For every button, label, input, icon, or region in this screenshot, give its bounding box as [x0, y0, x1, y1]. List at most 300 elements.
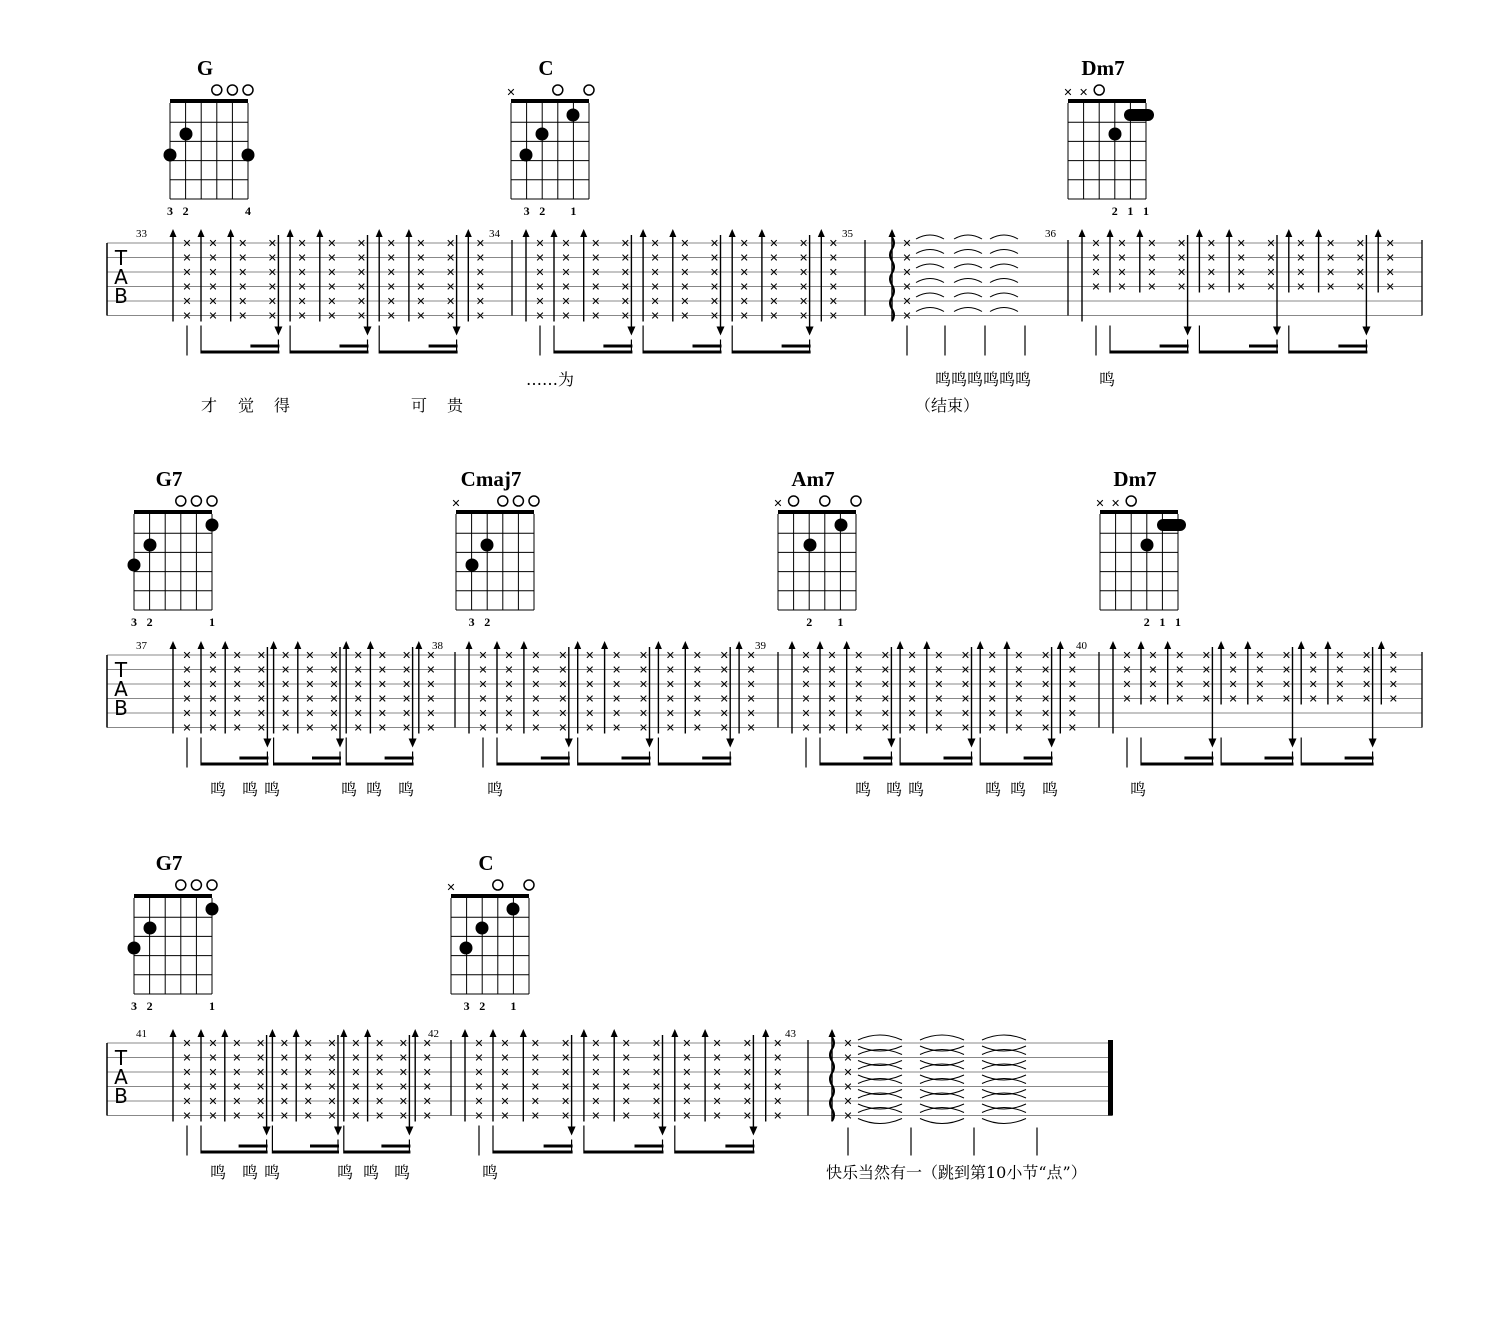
muted-strum-x: ✕	[742, 1095, 753, 1108]
lyric-text: 鸣	[486, 780, 504, 799]
muted-strum-x: ✕	[558, 692, 568, 706]
downstroke-arrow	[263, 1127, 271, 1136]
muted-strum-x: ✕	[769, 237, 779, 250]
muted-strum-x: ✕	[854, 692, 864, 706]
muted-strum-x: ✕	[1325, 237, 1336, 250]
muted-strum-x: ✕	[1175, 692, 1185, 706]
muted-strum-x: ✕	[1206, 251, 1217, 265]
muted-strum-x: ✕	[475, 295, 485, 308]
finger-number: 1	[1143, 204, 1149, 218]
muted-strum-x: ✕	[255, 1109, 266, 1123]
muted-strum-x: ✕	[1236, 237, 1246, 250]
finger-dot	[144, 922, 157, 935]
muted-strum-x: ✕	[1091, 251, 1101, 265]
lyric-text: 鸣	[397, 780, 415, 799]
measure-number: 33	[136, 228, 147, 240]
muted-strum-x: ✕	[305, 678, 315, 691]
muted-strum-x: ✕	[1067, 692, 1077, 706]
muted-strum-x: ✕	[1385, 280, 1395, 294]
muted-strum-x: ✕	[712, 1095, 722, 1108]
upstroke-arrow	[462, 1029, 469, 1037]
muted-strum-x: ✕	[279, 1066, 290, 1079]
muted-strum-x: ✕	[709, 309, 720, 323]
muted-strum-x: ✕	[478, 721, 488, 735]
upstroke-arrow	[198, 641, 205, 649]
measure-number: 39	[755, 640, 766, 652]
upstroke-arrow	[655, 641, 662, 649]
tie-arc	[954, 293, 982, 297]
muted-strum-x: ✕	[445, 280, 456, 294]
upstroke-arrow	[829, 1029, 836, 1037]
muted-strum-x: ✕	[843, 1080, 853, 1094]
upstroke-arrow	[762, 1029, 769, 1037]
muted-strum-x: ✕	[719, 649, 729, 662]
finger-number: 3	[131, 615, 137, 629]
muted-strum-x: ✕	[238, 266, 248, 279]
muted-strum-x: ✕	[256, 707, 267, 720]
muted-strum-x: ✕	[621, 1080, 631, 1094]
beam	[1024, 757, 1053, 760]
muted-strum-x: ✕	[1067, 678, 1077, 691]
muted-strum-x: ✕	[1040, 707, 1051, 720]
muted-strum-x: ✕	[1335, 663, 1345, 677]
muted-strum-x: ✕	[500, 1051, 510, 1065]
muted-strum-x: ✕	[709, 295, 720, 308]
finger-number: 1	[1175, 615, 1181, 629]
muted-strum-x: ✕	[843, 1037, 853, 1050]
muted-strum-x: ✕	[620, 266, 631, 279]
muted-strum-x: ✕	[1014, 692, 1024, 706]
muted-strum-x: ✕	[680, 251, 690, 265]
upstroke-arrow	[494, 641, 501, 649]
tie-arc	[920, 1093, 964, 1098]
finger-dot	[206, 903, 219, 916]
lyric-text: 鸣	[362, 1163, 380, 1182]
chord-name: G	[196, 56, 214, 80]
muted-strum-x: ✕	[426, 678, 436, 691]
beam	[643, 351, 721, 354]
muted-strum-x: ✕	[1281, 663, 1292, 677]
muted-strum-x: ✕	[238, 251, 248, 265]
muted-strum-x: ✕	[351, 1066, 361, 1079]
muted-strum-x: ✕	[327, 1095, 337, 1108]
muted-strum-x: ✕	[960, 678, 971, 691]
tie-arc	[916, 264, 944, 268]
upstroke-arrow	[977, 641, 984, 649]
tie-arc	[954, 279, 982, 283]
upstroke-arrow	[1164, 641, 1171, 649]
upstroke-arrow	[293, 1029, 300, 1037]
muted-strum-x: ✕	[769, 295, 779, 308]
muted-strum-x: ✕	[182, 1051, 192, 1065]
muted-strum-x: ✕	[692, 649, 702, 662]
beam	[658, 763, 731, 766]
upstroke-arrow	[198, 229, 205, 237]
muted-strum-x: ✕	[353, 707, 363, 720]
open-string-mark	[498, 496, 508, 506]
tie-arc	[858, 1119, 902, 1124]
muted-strum-x: ✕	[232, 692, 242, 706]
muted-strum-x: ✕	[305, 707, 315, 720]
muted-strum-x: ✕	[902, 309, 912, 323]
tab-clef-letter: A	[114, 677, 128, 701]
beam	[239, 1145, 268, 1148]
muted-strum-x: ✕	[560, 1080, 571, 1094]
muted-strum-x: ✕	[742, 1051, 753, 1065]
muted-strum-x: ✕	[329, 721, 339, 735]
open-string-mark	[1126, 496, 1136, 506]
muted-strum-x: ✕	[680, 266, 690, 279]
muted-strum-x: ✕	[1147, 266, 1157, 279]
upstroke-arrow	[843, 641, 850, 649]
muted-strum-x: ✕	[1355, 251, 1366, 265]
beam	[782, 345, 811, 348]
downstroke-arrow	[336, 739, 344, 748]
downstroke-arrow	[565, 739, 573, 748]
downstroke-arrow	[887, 739, 895, 748]
muted-strum-x: ✕	[828, 237, 838, 250]
upstroke-arrow	[490, 1029, 497, 1037]
muted-strum-x: ✕	[279, 1051, 290, 1065]
muted-strum-x: ✕	[638, 649, 649, 662]
upstroke-arrow	[574, 641, 581, 649]
muted-strum-x: ✕	[500, 1080, 510, 1094]
tie-arc	[916, 308, 944, 312]
upstroke-arrow	[227, 229, 234, 237]
muted-strum-x: ✕	[591, 309, 601, 323]
muted-strum-x: ✕	[398, 1095, 409, 1108]
muted-strum-x: ✕	[585, 649, 595, 662]
muted-strum-x: ✕	[585, 721, 595, 735]
muted-strum-x: ✕	[531, 663, 541, 677]
upstroke-arrow	[580, 229, 587, 237]
muted-strum-x: ✕	[530, 1080, 540, 1094]
muted-strum-x: ✕	[692, 721, 702, 735]
beam	[544, 1145, 573, 1148]
finger-number: 1	[837, 615, 844, 629]
finger-number: 2	[484, 615, 491, 629]
muted-strum-x: ✕	[530, 1109, 540, 1123]
muted-strum-x: ✕	[987, 663, 997, 677]
tab-clef-letter: T	[114, 1046, 128, 1070]
muted-strum-x: ✕	[843, 1066, 853, 1079]
muted-strum-x: ✕	[798, 295, 809, 308]
beam	[1160, 345, 1189, 348]
muted-strum-x: ✕	[353, 692, 363, 706]
muted-strum-x: ✕	[474, 1095, 484, 1108]
muted-strum-x: ✕	[351, 1095, 361, 1108]
muted-strum-x: ✕	[902, 251, 912, 265]
open-string-mark	[1094, 85, 1104, 95]
tie-arc	[916, 250, 944, 254]
chord-diagram	[773, 467, 861, 629]
muted-strum-x: ✕	[682, 1080, 692, 1094]
muted-strum-x: ✕	[746, 721, 756, 735]
downstroke-arrow	[1048, 739, 1056, 748]
muted-strum-x: ✕	[504, 649, 514, 662]
muted-strum-x: ✕	[267, 237, 278, 250]
finger-dot	[466, 559, 479, 572]
muted-strum-x: ✕	[709, 251, 720, 265]
muted-strum-x: ✕	[422, 1051, 432, 1065]
muted-strum-x: ✕	[682, 1051, 692, 1065]
muted-strum-x: ✕	[827, 692, 837, 706]
muted-strum-x: ✕	[719, 707, 729, 720]
beam	[1221, 763, 1293, 766]
muted-strum-x: ✕	[682, 1066, 692, 1079]
muted-strum-x: ✕	[1335, 678, 1345, 691]
muted-strum-x: ✕	[182, 280, 192, 294]
measure-number: 41	[136, 1028, 147, 1040]
muted-strum-x: ✕	[208, 678, 218, 691]
muted-strum-x: ✕	[709, 266, 720, 279]
muted-strum-x: ✕	[478, 707, 488, 720]
muted-strum-x: ✕	[1176, 280, 1187, 294]
tie-arc	[982, 1119, 1026, 1124]
upstroke-arrow	[611, 1029, 618, 1037]
muted-strum-x: ✕	[1308, 663, 1318, 677]
muted-strum-x: ✕	[386, 309, 396, 323]
beam	[863, 757, 892, 760]
muted-strum-x: ✕	[208, 1051, 218, 1065]
barre-dot	[1157, 519, 1186, 531]
muted-strum-x: ✕	[303, 1037, 313, 1050]
upstroke-arrow	[1375, 229, 1382, 237]
tie-arc	[858, 1093, 902, 1098]
finger-number: 3	[523, 204, 530, 218]
tie-arc	[990, 250, 1018, 254]
muted-strum-x: ✕	[712, 1066, 722, 1079]
muted-strum-x: ✕	[907, 707, 917, 720]
muted-strum-x: ✕	[651, 1066, 662, 1079]
muted-strum-x: ✕	[960, 721, 971, 735]
upstroke-arrow	[682, 641, 689, 649]
muted-strum-x: ✕	[208, 1066, 218, 1079]
finger-number: 2	[182, 204, 189, 218]
muted-strum-x: ✕	[416, 251, 426, 265]
finger-dot	[507, 903, 520, 916]
muted-strum-x: ✕	[1091, 266, 1101, 279]
finger-number: 2	[1111, 204, 1118, 218]
muted-strum-x: ✕	[638, 707, 649, 720]
muted-strum-x: ✕	[665, 707, 676, 720]
muted-strum-x: ✕	[692, 663, 702, 677]
muted-strum-x: ✕	[351, 1037, 361, 1050]
tab-clef-letter: B	[114, 1084, 128, 1108]
muted-strum-x: ✕	[182, 649, 192, 662]
muted-strum-x: ✕	[1385, 237, 1395, 250]
muted-strum-x: ✕	[374, 1051, 385, 1065]
finger-number: 1	[1159, 615, 1166, 629]
muted-strum-x: ✕	[1040, 721, 1051, 735]
downstroke-arrow	[334, 1127, 342, 1136]
muted-strum-x: ✕	[1335, 649, 1345, 662]
finger-dot	[804, 539, 817, 552]
finger-dot	[476, 922, 489, 935]
muted-strum-x: ✕	[591, 1037, 601, 1050]
finger-dot	[164, 149, 177, 162]
muted-strum-x: ✕	[327, 266, 337, 279]
upstroke-arrow	[897, 641, 904, 649]
muted-strum-x: ✕	[303, 1080, 313, 1094]
muted-strum-x: ✕	[907, 663, 917, 677]
muted-strum-x: ✕	[1266, 237, 1276, 250]
upstroke-arrow	[580, 1029, 587, 1037]
muted-strum-x: ✕	[987, 649, 997, 662]
measure-number: 34	[489, 228, 500, 240]
muted-strum-x: ✕	[934, 721, 944, 735]
muted-strum-x: ✕	[377, 678, 388, 691]
upstroke-arrow	[1218, 641, 1225, 649]
muted-strum-x: ✕	[611, 692, 622, 706]
muted-strum-x: ✕	[907, 649, 917, 662]
muted-strum-x: ✕	[401, 663, 412, 677]
upstroke-arrow	[340, 1029, 347, 1037]
muted-strum-x: ✕	[531, 692, 541, 706]
upstroke-arrow	[1136, 229, 1143, 237]
muted-strum-x: ✕	[327, 295, 337, 308]
measure-number: 38	[432, 640, 443, 652]
muted-strum-x: ✕	[560, 1051, 571, 1065]
muted-strum-x: ✕	[535, 309, 545, 323]
muted-strum-x: ✕	[1255, 692, 1265, 706]
muted-strum-x: ✕	[709, 237, 720, 250]
muted-strum-x: ✕	[1206, 280, 1217, 294]
muted-strum-x: ✕	[329, 707, 339, 720]
tie-arc	[858, 1090, 902, 1095]
muted-strum-x: ✕	[280, 721, 291, 735]
finger-number: 1	[1127, 204, 1134, 218]
lyric-text: 鸣	[393, 1163, 411, 1182]
tie-arc	[990, 279, 1018, 283]
tie-arc	[858, 1035, 902, 1040]
tie-arc	[982, 1064, 1026, 1069]
muted-strum-x: ✕	[828, 251, 838, 265]
downstroke-arrow	[1362, 327, 1370, 336]
muted-strum-x: ✕	[208, 721, 218, 735]
muted-strum-x: ✕	[182, 251, 192, 265]
open-string-mark	[529, 496, 539, 506]
beam	[980, 763, 1052, 766]
muted-strum-x: ✕	[327, 1051, 337, 1065]
muted-string-mark: ✕	[773, 497, 783, 510]
muted-strum-x: ✕	[827, 663, 837, 677]
lyric-text: 鸣	[336, 1163, 354, 1182]
muted-strum-x: ✕	[1266, 280, 1276, 294]
muted-strum-x: ✕	[591, 251, 601, 265]
muted-strum-x: ✕	[374, 1037, 385, 1050]
downstroke-arrow	[274, 327, 282, 336]
upstroke-arrow	[170, 641, 177, 649]
upstroke-arrow	[1107, 229, 1114, 237]
upstroke-arrow	[221, 1029, 228, 1037]
downstroke-arrow	[968, 739, 976, 748]
beam	[635, 1145, 664, 1148]
muted-strum-x: ✕	[232, 1051, 242, 1065]
finger-number: 2	[1143, 615, 1150, 629]
muted-strum-x: ✕	[902, 266, 912, 279]
muted-strum-x: ✕	[182, 266, 192, 279]
open-string-mark	[553, 85, 563, 95]
finger-number: 1	[209, 615, 215, 629]
tie-arc	[954, 264, 982, 268]
tie-arc	[858, 1061, 902, 1066]
muted-strum-x: ✕	[665, 649, 676, 662]
upstroke-arrow	[294, 641, 301, 649]
muted-strum-x: ✕	[232, 1080, 242, 1094]
muted-strum-x: ✕	[401, 721, 412, 735]
beam	[340, 345, 369, 348]
muted-strum-x: ✕	[907, 692, 917, 706]
muted-strum-x: ✕	[1014, 721, 1024, 735]
beam	[201, 1151, 268, 1154]
muted-strum-x: ✕	[232, 1037, 242, 1050]
muted-strum-x: ✕	[256, 721, 267, 735]
muted-strum-x: ✕	[934, 678, 944, 691]
muted-strum-x: ✕	[620, 309, 631, 323]
muted-strum-x: ✕	[742, 1080, 753, 1094]
muted-strum-x: ✕	[208, 251, 218, 265]
muted-strum-x: ✕	[1117, 251, 1127, 265]
muted-strum-x: ✕	[769, 251, 779, 265]
tie-arc	[920, 1119, 964, 1124]
muted-strum-x: ✕	[426, 649, 436, 662]
muted-strum-x: ✕	[801, 721, 811, 735]
muted-strum-x: ✕	[1308, 649, 1318, 662]
muted-strum-x: ✕	[280, 663, 291, 677]
muted-strum-x: ✕	[208, 237, 218, 250]
muted-strum-x: ✕	[1296, 266, 1306, 279]
muted-strum-x: ✕	[746, 663, 756, 677]
muted-strum-x: ✕	[297, 266, 307, 279]
muted-strum-x: ✕	[712, 1037, 722, 1050]
tie-arc	[858, 1050, 902, 1055]
muted-strum-x: ✕	[1176, 251, 1187, 265]
muted-strum-x: ✕	[665, 692, 676, 706]
upstroke-arrow	[1079, 229, 1086, 237]
muted-strum-x: ✕	[1147, 251, 1157, 265]
beam	[497, 763, 570, 766]
muted-strum-x: ✕	[208, 1080, 218, 1094]
muted-strum-x: ✕	[1148, 649, 1158, 662]
finger-dot	[180, 128, 193, 141]
muted-strum-x: ✕	[267, 309, 278, 323]
muted-strum-x: ✕	[611, 649, 622, 662]
muted-string-mark: ✕	[506, 86, 516, 99]
muted-strum-x: ✕	[1296, 251, 1306, 265]
muted-strum-x: ✕	[327, 251, 337, 265]
chord-nut	[1100, 510, 1178, 514]
muted-strum-x: ✕	[386, 280, 396, 294]
beam	[1338, 345, 1367, 348]
finger-dot	[144, 539, 157, 552]
muted-strum-x: ✕	[500, 1066, 510, 1079]
muted-strum-x: ✕	[665, 678, 676, 691]
muted-strum-x: ✕	[934, 692, 944, 706]
tie-arc	[858, 1075, 902, 1080]
muted-strum-x: ✕	[374, 1080, 385, 1094]
tie-arc	[982, 1035, 1026, 1040]
muted-strum-x: ✕	[1117, 280, 1127, 294]
tie-arc	[920, 1104, 964, 1109]
muted-strum-x: ✕	[182, 309, 192, 323]
lyric-text: 贵	[446, 396, 464, 415]
muted-strum-x: ✕	[1281, 678, 1292, 691]
muted-strum-x: ✕	[535, 251, 545, 265]
muted-strum-x: ✕	[1067, 649, 1077, 662]
muted-strum-x: ✕	[208, 280, 218, 294]
muted-strum-x: ✕	[680, 280, 690, 294]
